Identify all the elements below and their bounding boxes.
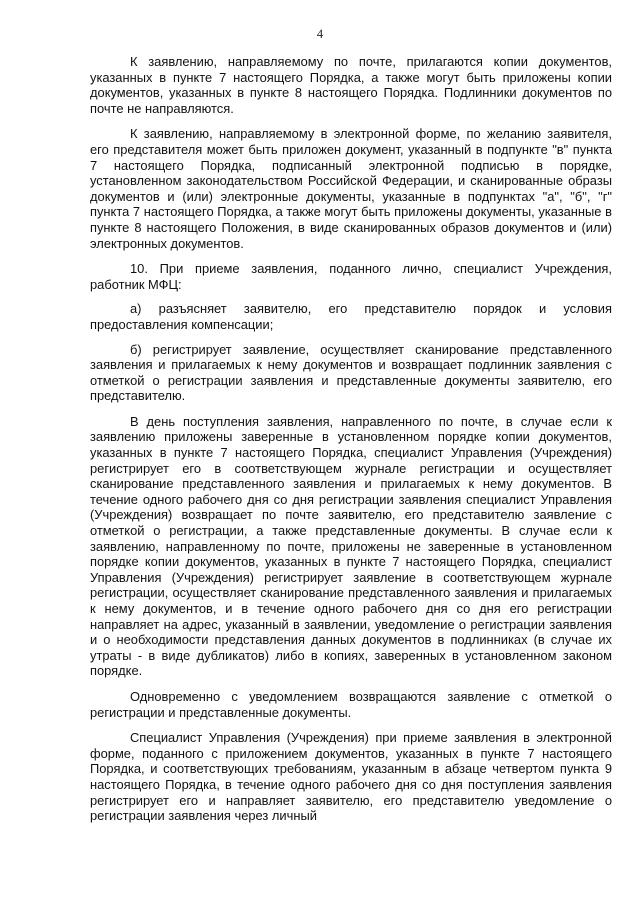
- paragraph-mail-receipt-day: В день поступления заявления, направленного по почте, в случае если к заявлению приложены заверенные в установленном порядке копии документов, указанных в пункте 7 настоящего Порядка, специалист Управления (Учреждения) регистрирует его в соответствующем журнале регистрации и осуществляет сканирование представленного заявления и прилагаемых к нему документов. В течение одного рабочего дня со дня регистрации заявления специалист Управления (Учреждения) возвращает по почте заявителю, его представителю заявление с отметкой о регистрации, а также представленные документы. В случае если к заявлению, направленному по почте, приложены не заверенные в установленном порядке копии документов, указанных в пункте 7 настоящего Порядка, специалист Управления (Учреждения) регистрирует заявление в соответствующем журнале регистрации, осуществляет сканирование представленного заявления и прилагаемых к нему документов, и в течение одного рабочего дня со дня его регистрации направляет на адрес, указанный в заявлении, уведомление о регистрации заявления и о необходимости представления данных документов в подлинниках (в случае их утраты - в виде дубликатов) либо в копиях, заверенных в установленном законом порядке.: [90, 413, 612, 679]
- page-number: 4: [316, 27, 324, 41]
- paragraph-subitem-a: а) разъясняет заявителю, его представителю порядок и условия предоставления компенсации;: [90, 301, 612, 332]
- paragraph-mail-attachments: К заявлению, направляемому по почте, прилагаются копии документов, указанных в пункте 7 настоящего Порядка, а также могут быть приложены копии документов, указанных в пункте 8 настоящего Порядка. Подлинники документов по почте не направляются.: [90, 54, 612, 116]
- paragraph-electronic-receipt: Специалист Управления (Учреждения) при приеме заявления в электронной форме, поданного с приложением документов, указанных в пункте 7 настоящего Порядка, и соответствующих требованиям, указанным в абзаце четвертом пункта 9 настоящего Порядка, в течение одного рабочего дня со дня поступления заявления регистрирует его и направляет заявителю, его представителю уведомление о регистрации заявления через личный: [90, 730, 612, 824]
- paragraph-item-10: 10. При приеме заявления, поданного лично, специалист Учреждения, работник МФЦ:: [90, 261, 612, 292]
- document-body: [90, 54, 612, 834]
- paragraph-subitem-b: б) регистрирует заявление, осуществляет сканирование представленного заявления и прилагаемых к нему документов и возвращает подлинник заявления с отметкой о регистрации заявления и представленные документы заявителю, его представителю.: [90, 341, 612, 404]
- paragraph-electronic-attachments: К заявлению, направляемому в электронной форме, по желанию заявителя, его представителя может быть приложен документ, указанный в подпункте "в" пункта 7 настоящего Порядка, подписанный электронной подписью в порядке, установленном законодательством Российской Федерации, и сканированные образы документов и (или) электронные документы, указанные в подпунктах "а", "б", "г" пункта 7 настоящего Порядка, а также могут быть приложены документы, указанные в пункте 8 настоящего Положения, в виде сканированных образов документов и (или) электронных документов.: [90, 126, 612, 251]
- paragraph-return-with-notice: Одновременно с уведомлением возвращаются заявление с отметкой о регистрации и представленные документы.: [90, 688, 612, 720]
